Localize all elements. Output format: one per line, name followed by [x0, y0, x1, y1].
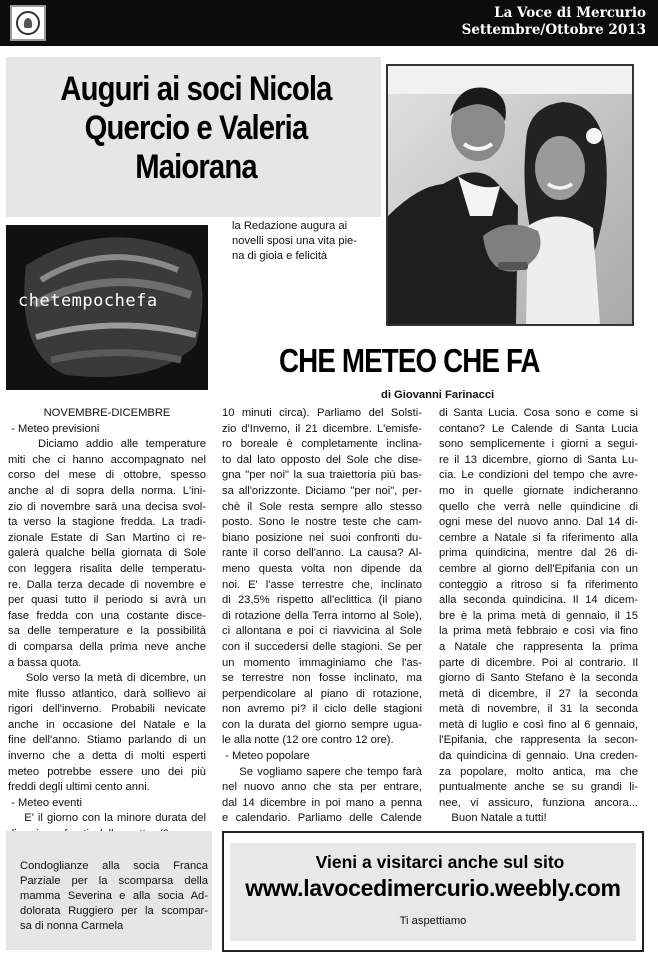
article-line: noi. E' l'asse terrestre che, inclinato: [222, 578, 422, 591]
article-line: metà di dicembre, il 27 la seconda: [439, 687, 638, 700]
article-line: alla seconda quindicina. Il 14 dicem-: [439, 594, 638, 607]
website-link[interactable]: www.lavocedimercurio.weebly.com: [245, 875, 621, 901]
article-line: prima quindicina, mentre dal 26 di-: [439, 547, 638, 560]
article-line: nee, vi assicuro, funziona ancora...: [439, 796, 638, 809]
meteo-column-logo: [6, 225, 208, 390]
condolences-line: dolorata Ruggiero per la scompar-: [20, 905, 208, 917]
article-line: anche in occasione del Natale e la: [8, 718, 206, 731]
article-line: metà di novembre, il 31 la seconda: [439, 703, 638, 716]
article-line: Buon Natale a tutti!: [439, 812, 547, 825]
article-line: con la durata del giorno sempre ugua-: [222, 718, 422, 731]
article-line: re. Dalla terza decade di novembre e: [8, 578, 206, 591]
article-line: meteo potrebbe essere uno dei più: [8, 765, 206, 778]
article-line: la prima metà febbraio e così via fino: [439, 625, 638, 638]
promo-title: Vieni a visitarci anche sul sito: [315, 852, 565, 872]
article-line: galerà qualche bella giornata di Sole: [8, 547, 206, 560]
article-line: ogni mese del nuovo anno. Dal 14 di-: [439, 516, 638, 529]
article-line: zio d'Inverno, il 21 dicembre. L'emisfe-: [222, 422, 422, 435]
caption-line: na di gioia e felicità: [232, 250, 328, 262]
article-line: un momento immaginiamo che l'as-: [222, 656, 422, 669]
article-line: di comparsa della prima neve anche: [8, 640, 206, 653]
article-line: ta verso la stagione fredda. La tradi-: [8, 516, 206, 529]
article-line: a bassa quota.: [8, 656, 82, 669]
article-line: chè il Sole resta sempre allo stesso: [222, 500, 422, 513]
article-line: rante il corso dell'anno. La causa? Al-: [222, 547, 422, 560]
article-line: di 23,5% rispetto all'eclittica (il piano: [222, 594, 422, 607]
article-line: giorno di Santo Stefano è la seconda: [439, 672, 638, 685]
article-line: za popolare, molto antica, ma che: [439, 765, 638, 778]
condolences-line: mamma Severina e alla socia Ad-: [20, 890, 208, 902]
headline-line: Maiorana: [135, 148, 257, 186]
article-line: biano posizione nei suoi confronti du-: [222, 531, 422, 544]
article-line: fase fredda con una costante disce-: [8, 609, 206, 622]
article-line: metà di luglio e così fino al 6 gennaio,: [439, 718, 638, 731]
article-line: miti che ci hanno accompagnato nel: [8, 453, 206, 466]
article-line: l'Epifania, che rappresenta la secon-: [439, 734, 638, 747]
article-line: non avremo pi? il ciclo delle stagioni: [222, 703, 422, 716]
article-line: freddi degli ultimi cento anni.: [8, 781, 150, 794]
article-line: NOVEMBRE-DICEMBRE: [43, 407, 171, 419]
masthead: [462, 5, 646, 39]
article-line: zionale Estate di San Martino ci re-: [8, 531, 206, 544]
article-line: gna "per noi" la sua traiettoria più bas-: [222, 469, 422, 482]
article-line: - Meteo popolare: [222, 750, 310, 763]
article-line: con il succedersi delle stagioni. Se per: [222, 640, 422, 653]
article-line: sono semplicemente i giorni a segui-: [439, 438, 638, 451]
article-line: dal 14 dicembre in poi mano a penna: [222, 796, 422, 809]
article-line: 10 minuti circa). Parliamo del Solsti-: [222, 407, 422, 419]
article-line: di rotazione della Terra intorno al Sole),: [222, 609, 422, 622]
article-line: rigori dell'inverno. Probabili nevicate: [8, 703, 206, 716]
condolences-line: Condoglianze alla socia Franca: [20, 860, 208, 872]
article-line: con leggera risalita delle temperatu-: [8, 562, 206, 575]
headline-line: Auguri ai soci Nicola: [60, 70, 332, 108]
article-line: cembre a Natale si fa riferimento alla: [439, 531, 638, 544]
article-column-1: [8, 406, 206, 843]
article-line: - Meteo previsioni: [8, 422, 100, 435]
condolences-line: sa di nonna Carmela: [20, 920, 124, 932]
article-line: mo in quelle giornate indicheranno: [439, 484, 638, 497]
article-line: meno questa volta non dipende da: [222, 562, 422, 575]
article-line: bre è la prima metà di gennaio, il 15: [439, 609, 638, 622]
feature-headline: [58, 70, 333, 187]
article-line: conteggio a ritroso si fa riferimento: [439, 578, 638, 591]
article-line: cembre al giorno dell'Epifania con un: [439, 562, 638, 575]
masthead-issue: Settembre/Ottobre 2013: [461, 22, 646, 38]
article-line: da quindicina di gennaio. Una creden-: [439, 750, 638, 763]
article-line: mite flusso atlantico, darà sollievo ai: [8, 687, 206, 700]
article-line: inverno che a detta di molti esperti: [8, 750, 206, 763]
article-line: sa delle temperature e la possibilità: [8, 625, 206, 638]
promo-subtitle: Ti aspettiamo: [399, 915, 467, 927]
article-line: Diciamo addio alle temperature: [8, 438, 206, 451]
article-line: - Meteo eventi: [8, 796, 82, 809]
article-column-3: [439, 406, 638, 827]
article-line: e calendario. Parliamo delle Calende: [222, 812, 422, 825]
article-line: ro boreale è completamente inclina-: [222, 438, 422, 451]
caption-line: la Redazione augura ai: [232, 220, 348, 232]
article-line: fine dell'anno. Stiamo parlando di un: [8, 734, 206, 747]
article-line: posto. Sono le nostre teste che cam-: [222, 516, 422, 529]
article-line: quello che verrà nelle quindicine di: [439, 500, 638, 513]
article-line: se terrestre non fosse inclinato, ma: [222, 672, 422, 685]
article-line: perpendicolare al piano di rotazione,: [222, 687, 422, 700]
article-line: corso del mese di ottobre, spesso: [8, 469, 206, 482]
article-line: E' il giorno con la minore durata del: [8, 812, 206, 825]
article-line: le alla notte (12 ore contro 12 ore).: [222, 734, 394, 747]
article-line: anche al di sopra della norma. L'ini-: [8, 484, 206, 497]
meteo-logo-text: chetempochefa: [18, 291, 158, 311]
article-line: Solo verso la metà di dicembre, un: [8, 672, 206, 685]
photo-caption: [232, 219, 380, 264]
caption-line: novelli sposi una vita pie-: [232, 235, 357, 247]
wedding-photo: [386, 64, 634, 326]
article-line: a Natale che rappresenta la prima: [439, 640, 638, 653]
weather-byline: di Giovanni Farinacci: [381, 389, 495, 401]
masthead-title: La Voce di Mercurio: [494, 5, 646, 21]
article-line: sa all'orizzonte. Diciamo "per noi", per-: [222, 484, 422, 497]
article-line: cia. Le condizioni del tempo che avre-: [439, 469, 638, 482]
article-line: parte di dicembre. Poi al contrario. Il: [439, 656, 638, 669]
article-line: re il 13 dicembre, giorno di Santa Lu-: [439, 453, 638, 466]
article-line: nel nuovo anno che sta per entrare,: [222, 781, 422, 794]
headline-line: Quercio e Valeria: [84, 109, 308, 147]
article-line: to dal lato opposto del Sole che dise-: [222, 453, 422, 466]
article-line: puntualmente anche se su grandi li-: [439, 781, 638, 794]
article-line: ci allontana e poi ci riavvicina al Sole: [222, 625, 422, 638]
logo-emblem-icon: [10, 5, 46, 41]
weather-section-title: CHE METEO CHE FA: [279, 342, 540, 379]
article-line: Se vogliamo sapere che tempo farà: [222, 765, 422, 778]
article-line: per quasi tutto il periodo si avrà un: [8, 594, 206, 607]
article-line: di Santa Lucia. Cosa sono e come si: [439, 407, 638, 419]
condolences-line: Parziale per la scomparsa della: [20, 875, 208, 887]
article-column-2: [222, 406, 422, 827]
article-line: contano? Le Calende di Santa Lucia: [439, 422, 638, 435]
article-line: zio di novembre sarà una decisa svol-: [8, 500, 206, 513]
